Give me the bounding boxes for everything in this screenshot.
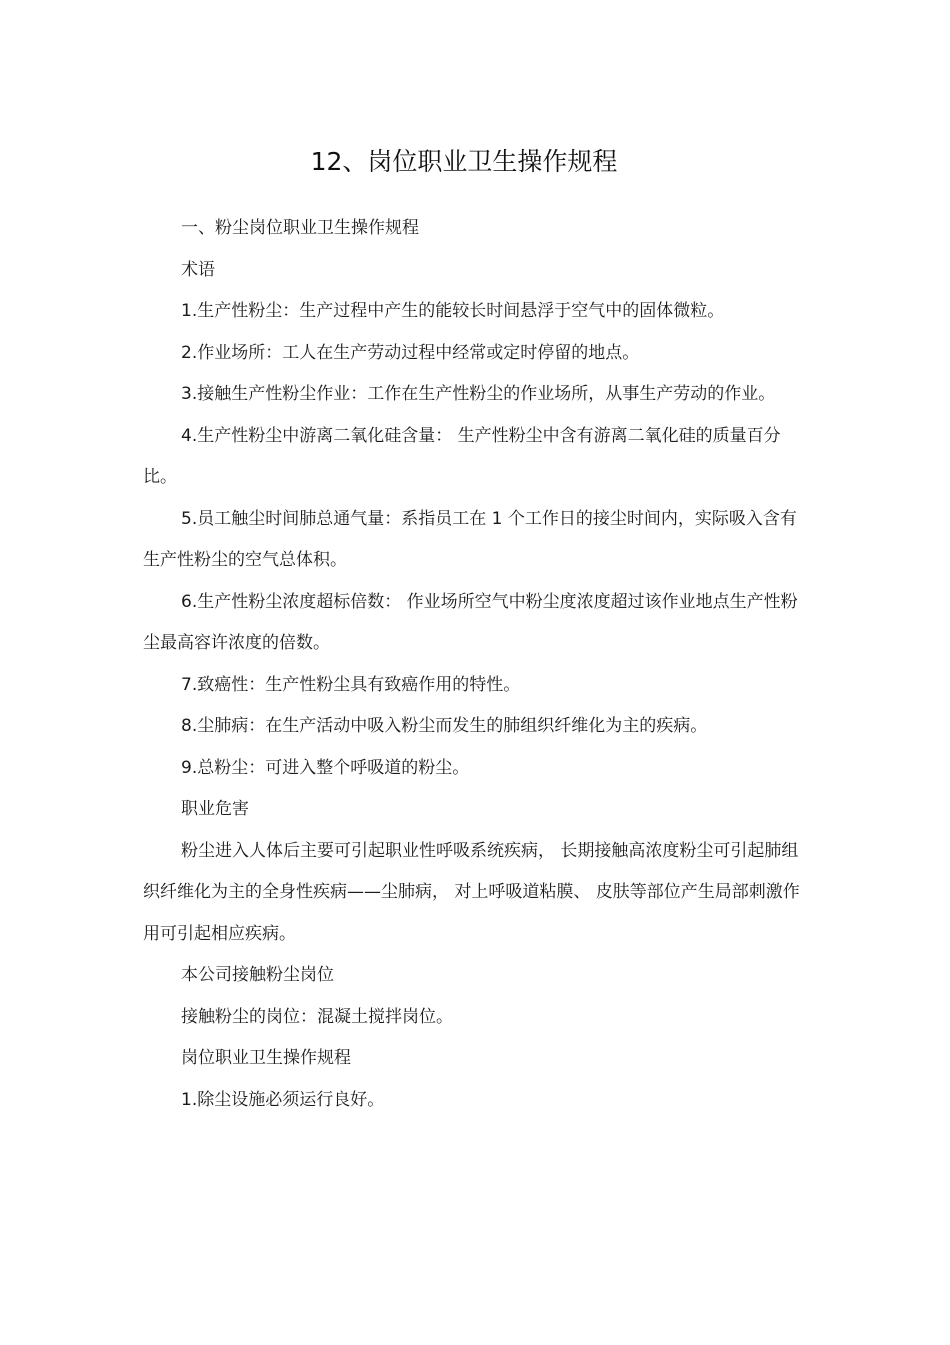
positions-paragraph: 接触粉尘的岗位：混凝土搅拌岗位。 [181, 1006, 453, 1027]
hazard-heading: 职业危害 [181, 799, 249, 819]
hazard-paragraph: 粉尘进入人体后主要可引起职业性呼吸系统疾病， 长期接触高浓度粉尘可引起肺组织纤维化为主的全身性疾病——尘肺病， 对上呼吸道粘膜、 皮肤等部位产生局部刺激作用可引起相应疾病。 [143, 840, 800, 944]
term-item-3: 3.接触生产性粉尘作业：工作在生产性粉尘的作业场所，从事生产劳动的作业。 [181, 384, 776, 404]
term-item-7: 7.致癌性：生产性粉尘具有致癌作用的特性。 [181, 674, 521, 695]
positions-heading: 本公司接触粉尘岗位 [181, 965, 334, 985]
document-title: 12、岗位职业卫生操作规程 [310, 147, 618, 176]
term-item-6: 6.生产性粉尘浓度超标倍数： 作业场所空气中粉尘度浓度超过该作业地点生产性粉尘最高容许浓度的倍数。 [143, 591, 798, 653]
section-heading: 一、粉尘岗位职业卫生操作规程 [181, 218, 419, 238]
rule-item-1: 1.除尘设施必须运行良好。 [181, 1089, 385, 1110]
term-item-9: 9.总粉尘：可进入整个呼吸道的粉尘。 [181, 757, 470, 778]
document-body [143, 208, 807, 1121]
terms-heading: 术语 [181, 259, 215, 280]
term-item-5: 5.员工触尘时间肺总通气量：系指员工在 1 个工作日的接尘时间内，实际吸入含有生产性粉尘的空气总体积。 [143, 508, 797, 570]
rules-heading: 岗位职业卫生操作规程 [181, 1048, 351, 1068]
term-item-8: 8.尘肺病：在生产活动中吸入粉尘而发生的肺组织纤维化为主的疾病。 [181, 716, 708, 736]
term-item-1: 1.生产性粉尘：生产过程中产生的能较长时间悬浮于空气中的固体微粒。 [181, 301, 725, 321]
term-item-2: 2.作业场所：工人在生产劳动过程中经常或定时停留的地点。 [181, 342, 640, 363]
term-item-4: 4.生产性粉尘中游离二氧化硅含量： 生产性粉尘中含有游离二氧化硅的质量百分比。 [143, 425, 781, 487]
